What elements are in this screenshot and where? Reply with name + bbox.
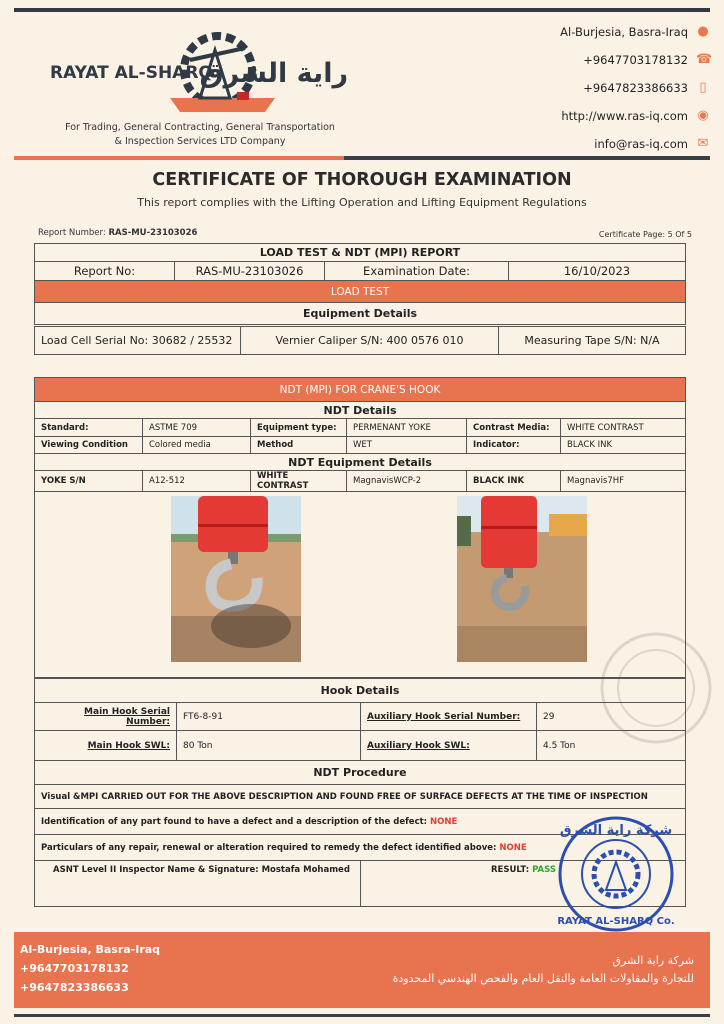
header-rule-orange	[14, 156, 344, 160]
main-hook-swl-label: Main Hook SWL:	[35, 731, 177, 761]
particulars-value: NONE	[499, 842, 527, 853]
phone-icon: ☎	[696, 52, 713, 67]
hook-details-table	[34, 678, 686, 761]
certificate-subtitle: This report complies with the Lifting Operation and Lifting Equipment Regulations	[137, 196, 587, 209]
load-test-heading: LOAD TEST & NDT (MPI) REPORT	[35, 244, 686, 262]
load-test-table	[34, 243, 686, 325]
standard-label: Standard:	[35, 419, 143, 437]
method-label: Method	[251, 437, 347, 454]
aux-hook-serial-value: 29	[537, 703, 686, 731]
exam-date-label: Examination Date:	[325, 262, 509, 281]
footer-phone2: +9647823386633	[20, 981, 129, 994]
exam-date-value: 16/10/2023	[509, 262, 686, 281]
contrast-media-label: Contrast Media:	[467, 419, 561, 437]
result-cell: RESULT: PASS	[361, 861, 686, 907]
aux-hook-swl-value: 4.5 Ton	[537, 731, 686, 761]
contact-address: Al-Burjesia, Basra-Iraq ●	[560, 24, 709, 39]
ndt-table	[34, 377, 686, 492]
equipment-type-value: PERMENANT YOKE	[347, 419, 467, 437]
indicator-label: Indicator:	[467, 437, 561, 454]
header-rule-dark	[344, 156, 710, 160]
footer-contacts	[20, 940, 160, 997]
main-hook-serial-label: Main Hook Serial Number:	[35, 703, 177, 731]
equipment-type-label: Equipment type:	[251, 419, 347, 437]
main-hook-photo	[171, 496, 301, 662]
footer-company-ar	[393, 952, 694, 988]
aux-hook-photo	[457, 496, 587, 662]
footer-address: Al-Burjesia, Basra-Iraq	[20, 943, 161, 956]
equipment-table	[34, 326, 686, 355]
black-ink-label: BLACK INK	[467, 471, 561, 492]
main-hook-serial-value: FT6-8-91	[177, 703, 361, 731]
particulars-row: Particulars of any repair, renewal or alteration required to remedy the defect identified above: NONE	[35, 835, 686, 861]
report-no-label: Report No:	[35, 262, 175, 281]
method-value: WET	[347, 437, 467, 454]
measuring-tape-sn: Measuring Tape S/N: N/A	[499, 327, 686, 355]
identification-row: Identification of any part found to have a defect and a description of the defect: NONE	[35, 809, 686, 835]
company-stamp	[556, 812, 676, 936]
main-hook-swl-value: 80 Ton	[177, 731, 361, 761]
report-no-value: RAS-MU-23103026	[175, 262, 325, 281]
result-value: PASS	[532, 865, 556, 875]
logo-text-en: RAYAT AL-SHARQ	[50, 63, 213, 83]
location-pin-icon: ●	[697, 24, 709, 39]
footer-company-name: شركة راية الشرق	[612, 954, 694, 967]
top-rule	[14, 8, 710, 12]
mobile-icon: ▯	[699, 80, 707, 95]
bottom-rule	[14, 1014, 710, 1017]
tagline: For Trading, General Contracting, General Transportation & Inspection Services LTD Company	[65, 122, 335, 147]
certificate-page: Certificate Page: 5 Of 5	[598, 230, 692, 239]
company-logo	[50, 20, 350, 120]
equipment-details-heading: Equipment Details	[35, 303, 686, 325]
white-contrast-label: WHITE CONTRAST	[251, 471, 347, 492]
footer-company-desc: للتجارة والمقاولات العامة والنقل العام والفحص الهندسي المحدودة	[392, 972, 694, 985]
load-cell-serial: Load Cell Serial No: 30682 / 25532	[35, 327, 241, 355]
vernier-caliper-sn: Vernier Caliper S/N: 400 0576 010	[241, 327, 499, 355]
hook-details-heading: Hook Details	[35, 679, 686, 703]
black-ink-value: Magnavis7HF	[561, 471, 686, 492]
indicator-value: BLACK INK	[561, 437, 686, 454]
faint-stamp-watermark	[596, 628, 716, 748]
viewing-condition-value: Colored media	[143, 437, 251, 454]
yoke-sn-value: A12-512	[143, 471, 251, 492]
logo-text-ar: راية الشرق	[199, 58, 348, 89]
envelope-icon: ✉	[697, 136, 709, 151]
yoke-sn-label: YOKE S/N	[35, 471, 143, 492]
report-number: Report Number: RAS-MU-23103026	[38, 228, 198, 238]
inspector-name-signature: ASNT Level II Inspector Name & Signature: Mostafa Mohamed	[35, 861, 361, 907]
stamp-text-en: RAYAT AL-SHARQ Co.	[557, 916, 675, 927]
contrast-media-value: WHITE CONTRAST	[561, 419, 686, 437]
footer	[14, 932, 710, 1008]
globe-icon: ◉	[697, 108, 709, 123]
hook-photos	[34, 490, 686, 678]
contact-website[interactable]: http://www.ras-iq.com ◉	[561, 108, 709, 123]
contact-phone1: +9647703178132 ☎	[583, 52, 713, 67]
footer-phone1: +9647703178132	[20, 962, 129, 975]
stamp-text-ar: شركة راية الشرق	[559, 823, 673, 838]
contact-phone2: +9647823386633 ▯	[490, 74, 710, 102]
standard-value: ASTME 709	[143, 419, 251, 437]
identification-value: NONE	[430, 816, 458, 827]
aux-hook-swl-label: Auxiliary Hook SWL:	[361, 731, 537, 761]
white-contrast-value: MagnavisWCP-2	[347, 471, 467, 492]
ndt-details-heading: NDT Details	[35, 402, 686, 419]
ndt-procedure-heading: NDT Procedure	[35, 761, 686, 785]
load-test-band: LOAD TEST	[35, 281, 686, 303]
aux-hook-serial-label: Auxiliary Hook Serial Number:	[361, 703, 537, 731]
certificate-title: CERTIFICATE OF THOROUGH EXAMINATION	[152, 170, 572, 190]
contact-email[interactable]: info@ras-iq.com ✉	[594, 136, 709, 151]
visual-mpi-statement: Visual &MPI CARRIED OUT FOR THE ABOVE DESCRIPTION AND FOUND FREE OF SURFACE DEFECTS AT THE TIME OF INSPECTION	[35, 785, 686, 809]
ndt-band: NDT (MPI) FOR CRANE'S HOOK	[35, 378, 686, 402]
viewing-condition-label: Viewing Condition	[35, 437, 143, 454]
ndt-equipment-heading: NDT Equipment Details	[35, 454, 686, 471]
contact-list	[490, 18, 713, 158]
